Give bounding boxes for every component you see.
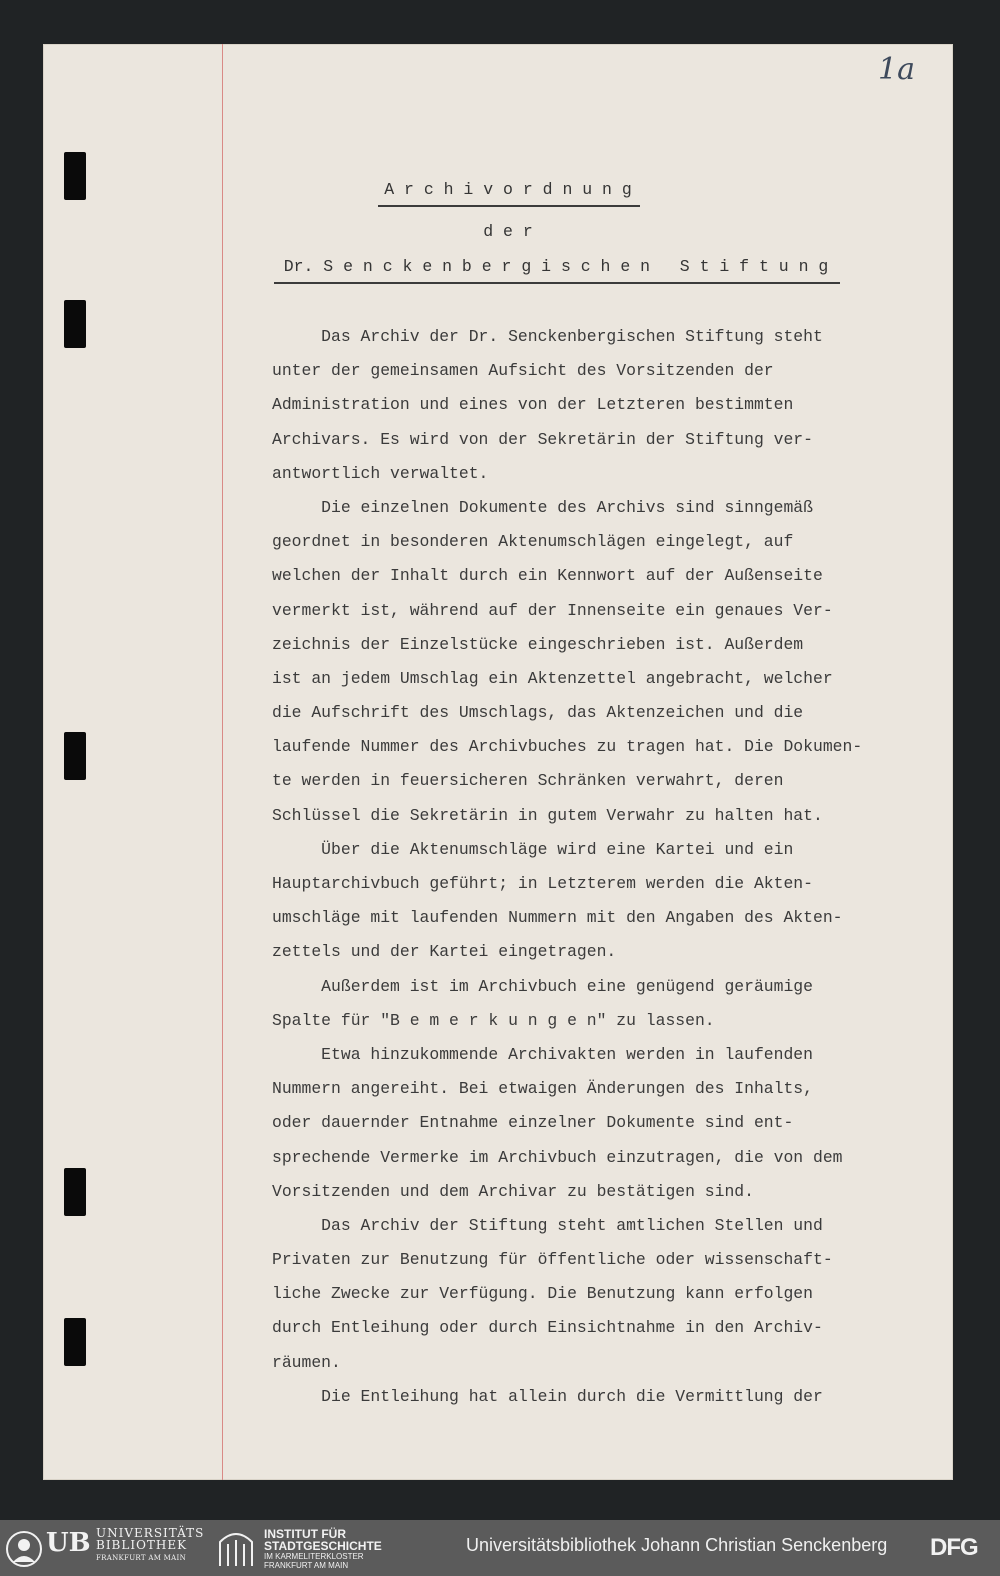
text-line: Die einzelnen Dokumente des Archivs sind sinngemäß [272, 497, 813, 517]
text-line: antwortlich verwaltet. [272, 463, 489, 483]
text-line: ist an jedem Umschlag ein Aktenzettel angebracht, welcher [272, 668, 833, 688]
text-line: laufende Nummer des Archivbuches zu tragen hat. Die Dokumen- [272, 737, 863, 757]
document-subtitle: d e r [483, 222, 533, 241]
isg-line3: IM KARMELITERKLOSTER [264, 1552, 364, 1561]
punch-hole [64, 300, 86, 348]
text-line: Privaten zur Benutzung für öffentliche oder wissenschaft- [272, 1250, 833, 1270]
text-line: Über die Aktenumschläge wird eine Kartei und ein [272, 839, 794, 859]
text-line: vermerkt ist, während auf der Innenseite ein genaues Ver- [272, 600, 833, 620]
text-line: Hauptarchivbuch geführt; in Letzterem werden die Akten- [272, 874, 813, 893]
text-line: te werden in feuersicheren Schränken verwahrt, deren [272, 771, 784, 791]
punch-hole [64, 732, 86, 780]
text-line: Schlüssel die Sekretärin in gutem Verwahr zu halten hat. [272, 805, 823, 825]
title-underline [378, 205, 640, 207]
library-name: Universitätsbibliothek Johann Christian Senckenberg [466, 1535, 888, 1555]
text-line: Archivars. Es wird von der Sekretärin der Stiftung ver- [272, 429, 813, 449]
ub-line3: FRANKFURT AM MAIN [96, 1554, 186, 1562]
text-line: oder dauernder Entnahme einzelner Dokumente sind ent- [272, 1113, 794, 1133]
document-title: A r c h i v o r d n u n g [384, 180, 632, 199]
punch-hole [64, 1318, 86, 1366]
punch-hole [64, 1168, 86, 1216]
isg-line2: STADTGESCHICHTE [264, 1539, 382, 1553]
footer-bar [0, 1520, 1000, 1576]
text-line: Außerdem ist im Archivbuch eine genügend geräumige [272, 976, 813, 996]
text-line: Etwa hinzukommende Archivakten werden in laufenden [272, 1044, 813, 1064]
ub-logo-letters: UB [46, 1528, 91, 1558]
text-line: liche Zwecke zur Verfügung. Die Benutzung kann erfolgen [272, 1284, 813, 1304]
ub-line2: BIBLIOTHEK [96, 1538, 188, 1552]
text-line: räumen. [272, 1352, 341, 1372]
title2-underline [274, 282, 840, 284]
isg-line1: INSTITUT FÜR [264, 1527, 346, 1541]
text-line: Administration und eines von der Letzteren bestimmten [272, 395, 794, 415]
text-line: unter der gemeinsamen Aufsicht des Vorsitzenden der [272, 361, 774, 381]
ub-line1: UNIVERSITÄTS [96, 1526, 205, 1540]
ub-portrait-icon [2, 1530, 46, 1568]
document-body [272, 320, 912, 1414]
text-line: Nummern angereiht. Bei etwaigen Änderungen des Inhalts, [272, 1079, 813, 1099]
text-line: durch Entleihung oder durch Einsichtnahme in den Archiv- [272, 1318, 823, 1338]
dfg-logo: DFG [930, 1534, 978, 1561]
folio-number: 1a [878, 52, 915, 87]
text-line: Spalte für "B e m e r k u n g e n" zu lassen. [272, 1010, 715, 1030]
text-line: Das Archiv der Dr. Senckenbergischen Stiftung steht [272, 327, 823, 346]
isg-building-icon [216, 1528, 256, 1568]
text-line: Das Archiv der Stiftung steht amtlichen Stellen und [272, 1215, 823, 1235]
ub-logo-text [96, 1528, 204, 1563]
text-line: Die Entleihung hat allein durch die Vermittlung der [272, 1386, 823, 1406]
text-line: zeichnis der Einzelstücke eingeschrieben ist. Außerdem [272, 634, 804, 654]
isg-logo-text [264, 1528, 382, 1570]
document-title-foundation: Dr. S e n c k e n b e r g i s c h e n S t i f t u n g [283, 257, 829, 276]
text-line: die Aufschrift des Umschlags, das Aktenzeichen und die [272, 703, 804, 723]
text-line: geordnet in besonderen Aktenumschlägen eingelegt, auf [272, 532, 794, 552]
text-line: zettels und der Kartei eingetragen. [272, 942, 617, 962]
text-line: welchen der Inhalt durch ein Kennwort auf der Außenseite [272, 566, 823, 586]
text-line: sprechende Vermerke im Archivbuch einzutragen, die von dem [272, 1147, 843, 1167]
isg-line4: FRANKFURT AM MAIN [264, 1561, 349, 1570]
text-line: Vorsitzenden und dem Archivar zu bestätigen sind. [272, 1181, 754, 1201]
text-line: umschläge mit laufenden Nummern mit den Angaben des Akten- [272, 908, 843, 928]
